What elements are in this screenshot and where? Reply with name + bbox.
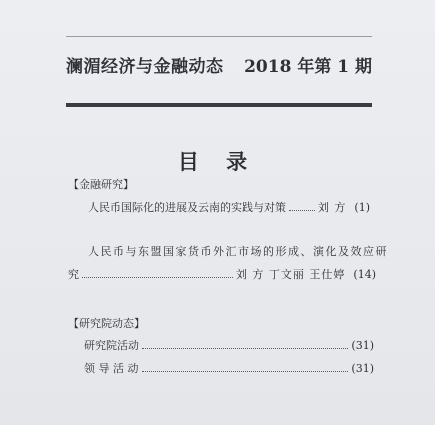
- toc-entry-title-line2: 究: [68, 268, 79, 281]
- journal-title: 澜湄经济与金融动态: [66, 57, 224, 77]
- issue-label: 2018 年第 1 期: [244, 57, 372, 77]
- toc-entry-title: 人民币国际化的进展及云南的实践与对策: [88, 201, 286, 214]
- leader-dots: [142, 370, 349, 372]
- toc-entry[interactable]: [68, 266, 376, 282]
- leader-dots: [142, 347, 348, 349]
- section-heading-institute: 【研究院动态】: [68, 317, 145, 330]
- toc-entry-author: 刘 方 丁文丽 王仕婷: [235, 268, 346, 281]
- toc-entry-page: (31): [351, 339, 374, 352]
- top-rule: [66, 36, 372, 37]
- toc-entry-title: 研究院活动: [84, 339, 139, 352]
- leader-dots: [289, 209, 315, 211]
- section-heading-finance: 【金融研究】: [68, 178, 134, 191]
- toc-entry-page: (31): [351, 362, 374, 375]
- toc-entry-title: 领 导 活 动: [84, 362, 139, 375]
- toc-entry-title-line1[interactable]: 人民币与东盟国家货币外汇市场的形成、演化及效应研: [88, 245, 388, 258]
- toc-title: 目 录: [177, 150, 258, 174]
- header-divider: [66, 103, 372, 107]
- toc-entry[interactable]: [84, 360, 374, 376]
- toc-entry[interactable]: [84, 337, 374, 353]
- leader-dots: [82, 276, 233, 278]
- toc-entry-page: (14): [353, 268, 376, 281]
- toc-entry-author: 刘 方: [317, 201, 347, 214]
- toc-entry[interactable]: [88, 199, 370, 215]
- toc-entry-page: (1): [354, 201, 370, 214]
- journal-header: [66, 52, 372, 77]
